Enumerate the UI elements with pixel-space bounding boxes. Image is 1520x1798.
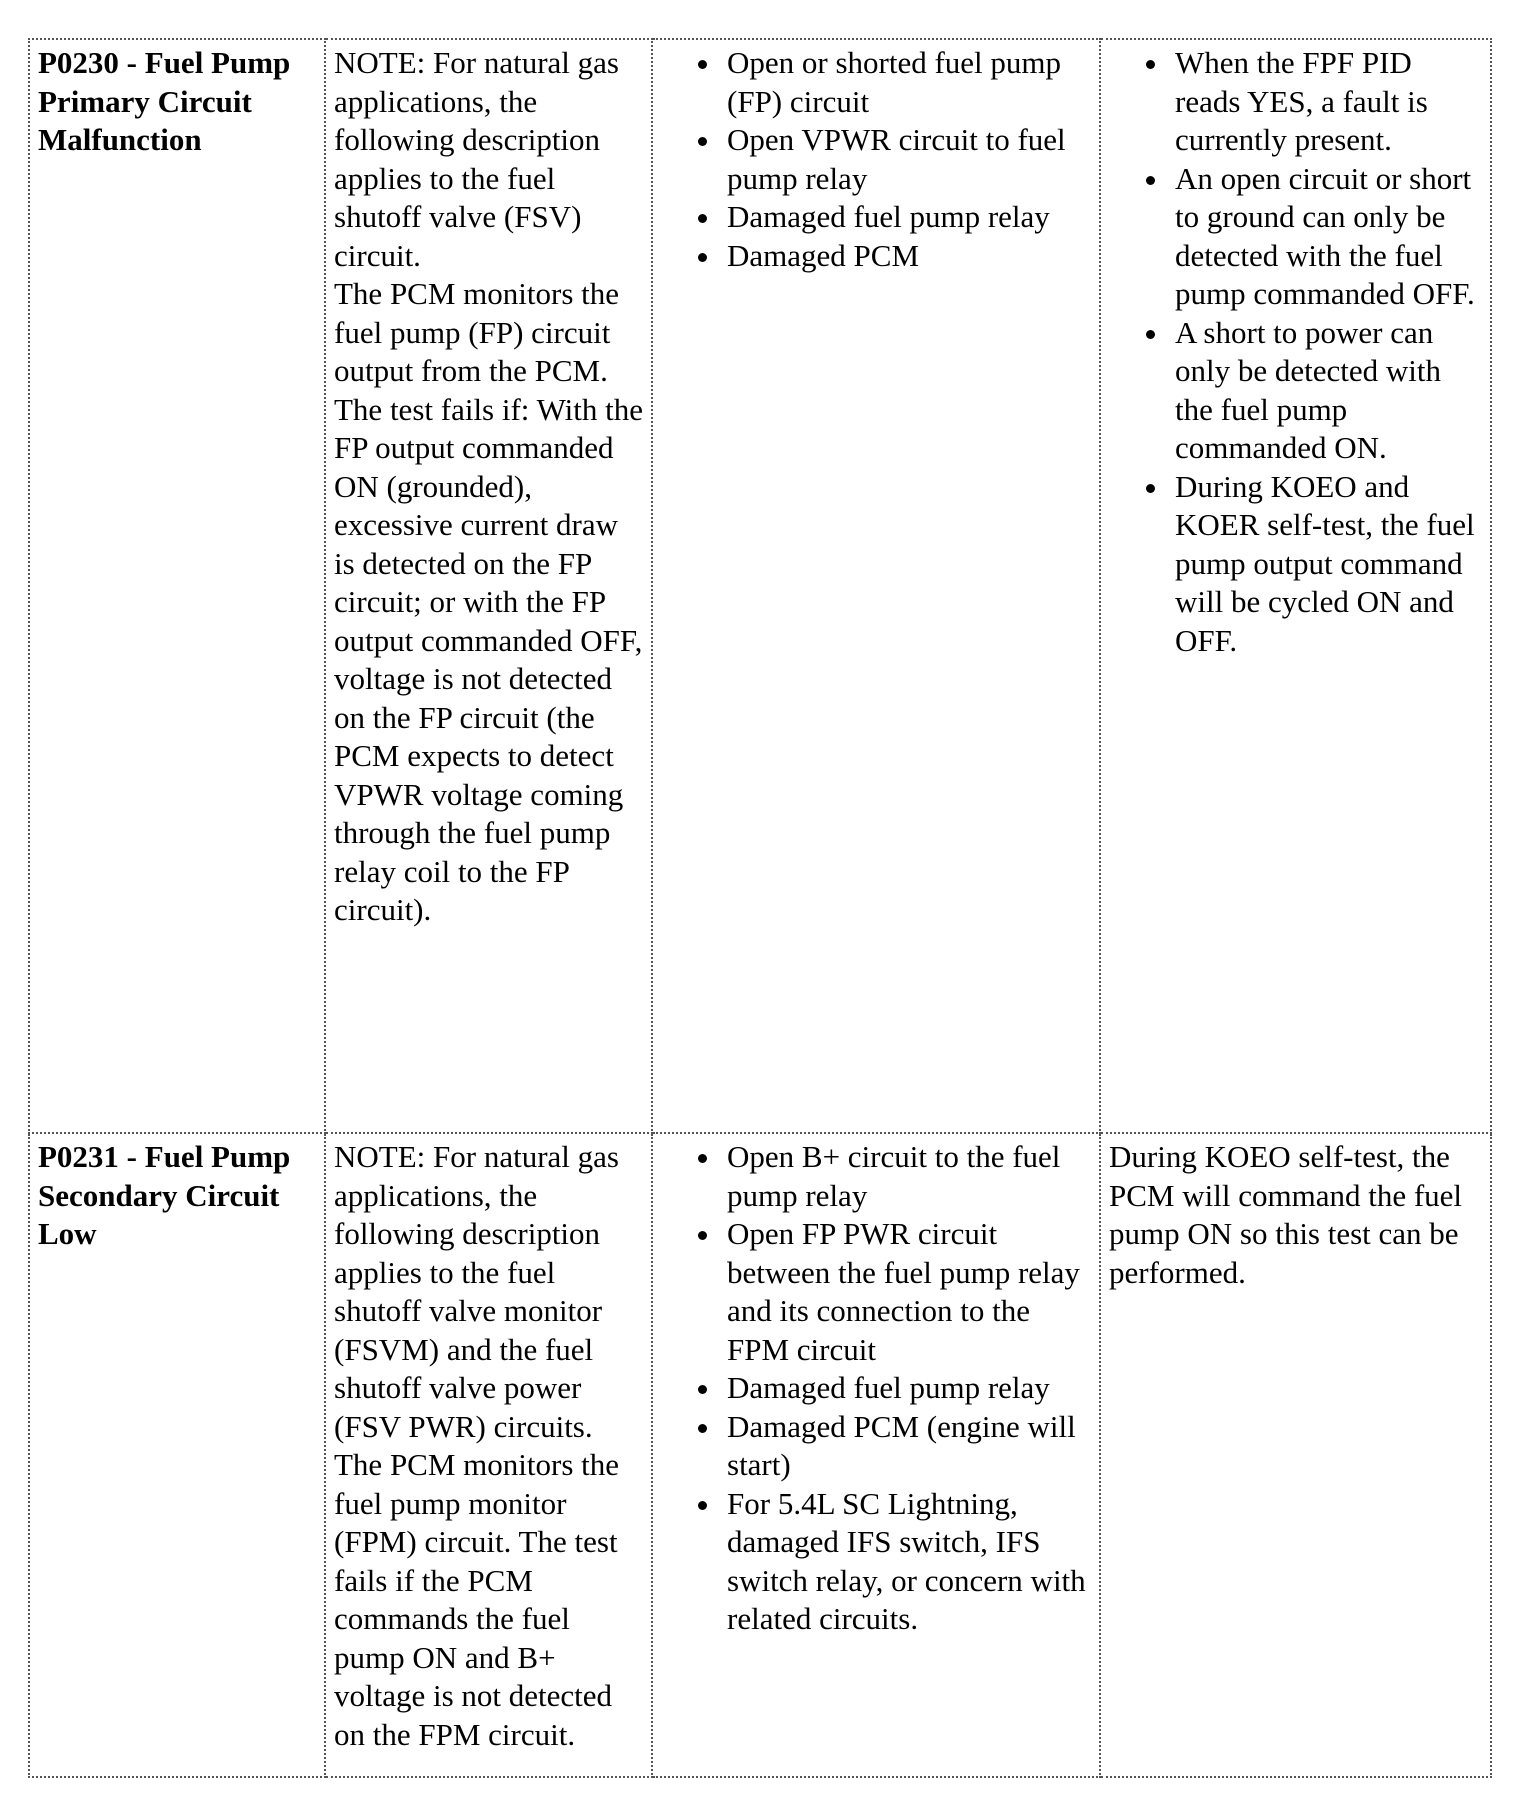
table-row <box>29 1133 1491 1777</box>
list-item: • A short to power can only be detected with the fuel pump commanded ON. <box>1171 314 1484 468</box>
description-note: NOTE: For natural gas applications, the following description applies to the fuel shutoff valve monitor (FSVM) and the fuel shutoff valve power (FSV PWR) circuits. <box>334 1139 619 1444</box>
description-cell <box>325 1133 652 1777</box>
notes-list <box>1109 44 1484 660</box>
description-note: NOTE: For natural gas applications, the following description applies to the fuel shutoff valve (FSV) circuit. <box>334 45 619 273</box>
list-item: • Open FP PWR circuit between the fuel pump relay and its connection to the FPM circuit <box>723 1215 1093 1369</box>
dtc-table <box>28 38 1492 1778</box>
dtc-code-cell <box>29 39 325 1133</box>
list-item: • During KOEO and KOER self-test, the fuel pump output command will be cycled ON and OFF. <box>1171 468 1484 661</box>
list-item: • Damaged PCM <box>723 237 1093 276</box>
causes-list <box>661 1138 1093 1639</box>
notes-cell <box>1100 39 1491 1133</box>
dtc-code: P0230 - Fuel Pump Primary Circuit Malfunction <box>38 45 291 157</box>
list-item: • An open circuit or short to ground can only be detected with the fuel pump commanded OFF. <box>1171 160 1484 314</box>
causes-cell <box>652 39 1100 1133</box>
list-item: • When the FPF PID reads YES, a fault is currently present. <box>1171 44 1484 160</box>
list-item: • Damaged fuel pump relay <box>723 1369 1093 1408</box>
dtc-code: P0231 - Fuel Pump Secondary Circuit Low <box>38 1139 291 1251</box>
list-item: • Open VPWR circuit to fuel pump relay <box>723 121 1093 198</box>
list-item: • Damaged fuel pump relay <box>723 198 1093 237</box>
list-item: • Damaged PCM (engine will start) <box>723 1408 1093 1485</box>
description-cell <box>325 39 652 1133</box>
causes-cell <box>652 1133 1100 1777</box>
list-item: • Open or shorted fuel pump (FP) circuit <box>723 44 1093 121</box>
notes-cell <box>1100 1133 1491 1777</box>
note-text: During KOEO self-test, the PCM will command the fuel pump ON so this test can be performed. <box>1109 1139 1463 1290</box>
description-text: The PCM monitors the fuel pump (FP) circuit output from the PCM. The test fails if: With the FP output commanded ON (grounded), excessive current draw is detected on the FP circuit; or with the FP output commanded OFF, voltage is not detected on the FP circuit (the PCM expects to detect VPWR voltage coming through the fuel pump relay coil to the FP circuit). <box>334 276 643 927</box>
list-item: • Open B+ circuit to the fuel pump relay <box>723 1138 1093 1215</box>
table-row <box>29 39 1491 1133</box>
list-item: • For 5.4L SC Lightning, damaged IFS switch, IFS switch relay, or concern with related circuits. <box>723 1485 1093 1639</box>
causes-list <box>661 44 1093 275</box>
description-text: The PCM monitors the fuel pump monitor (FPM) circuit. The test fails if the PCM commands the fuel pump ON and B+ voltage is not detected on the FPM circuit. <box>334 1447 620 1752</box>
dtc-code-cell <box>29 1133 325 1777</box>
